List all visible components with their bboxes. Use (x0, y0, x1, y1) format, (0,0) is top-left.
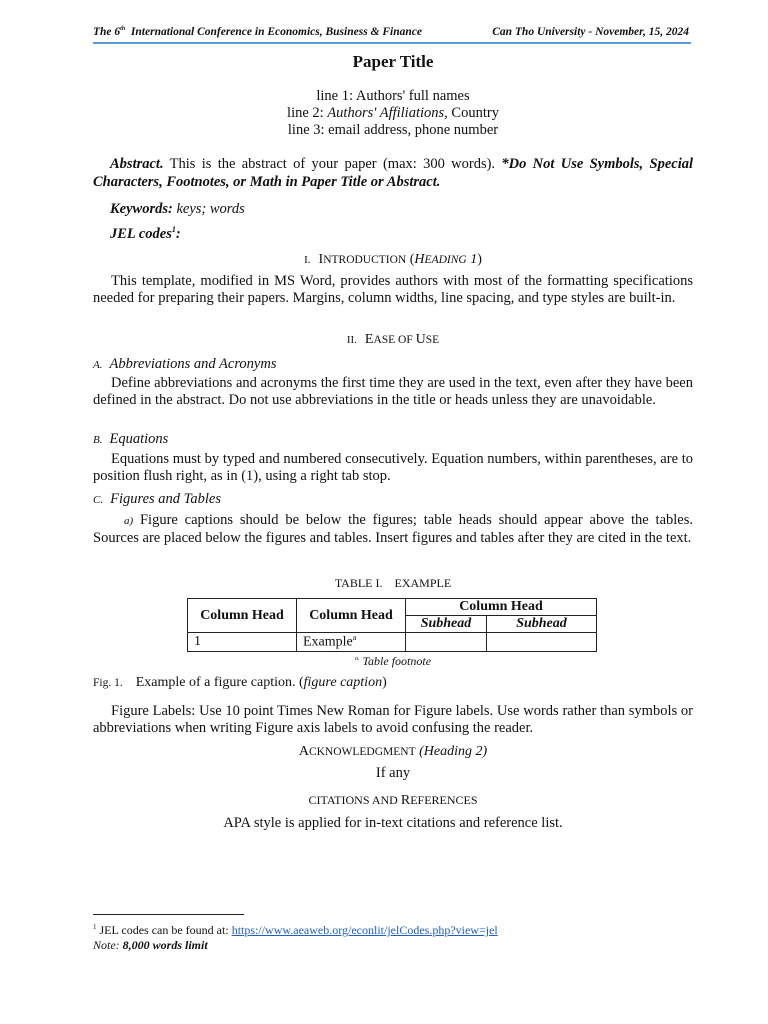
paper-title: Paper Title (352, 52, 434, 71)
acknowledgment-text: If any (375, 765, 411, 781)
subhead-1: Subhead (406, 616, 487, 633)
column-head-3: Column Head (406, 599, 597, 616)
jel-codes-link[interactable]: https://www.aeaweb.org/econlit/jelCodes.php?view=jel (231, 923, 498, 937)
conference-name: The 6th International Conference in Economics, Business & Finance (93, 26, 422, 38)
table-cell: 1 (188, 633, 297, 652)
footnotes (93, 920, 498, 953)
example-table (187, 598, 597, 652)
equations-paragraph: Equations must by typed and numbered consecutively. Equation numbers, within parentheses, are to position flush right, as in (1), using a right tab stop. (93, 451, 693, 484)
author-line-2: line 2: Authors' Affiliations, Country (287, 105, 499, 121)
table-cell: Example$^a$ (297, 633, 406, 652)
jel-codes: JEL codes$^1$: (110, 225, 181, 242)
intro-paragraph: This template, modified in MS Word, provides authors with most of the formatting specifications needed for preparing their papers. Margins, column widths, line spacing, and type styles are built-in. (93, 273, 693, 306)
table-cell (406, 633, 487, 652)
keywords: Keywords: keys; words (110, 201, 245, 217)
subheading-abbreviations: A. Abbreviations and Acronyms (93, 356, 277, 372)
column-head-2: Column Head (297, 599, 406, 633)
abbreviations-paragraph: Define abbreviations and acronyms the first time they are used in the text, even after they have been defined in the abstract. Do not use abbreviations in the title or heads unless they are unavoidable. (93, 375, 693, 408)
heading-introduction: I. INTRODUCTION (HEADING 1) (304, 252, 482, 267)
header-rule (93, 42, 691, 44)
figures-paragraph: a) Figure captions should be below the figures; table heads should appear above the tables. Sources are placed below the figures and tables. Insert figures and tables after they are cited in the text. (93, 512, 693, 546)
references-text: APA style is applied for in-text citations and reference list. (223, 815, 563, 831)
author-line-1: line 1: Authors' full names (316, 88, 470, 104)
table-cell (487, 633, 597, 652)
figure-caption: Fig. 1. Example of a figure caption. (figure caption) (93, 675, 387, 690)
figure-labels-paragraph: Figure Labels: Use 10 point Times New Roman for Figure labels. Use words rather than symbols or abbreviations when writing Figure axis labels to avoid confusing the reader. (93, 703, 693, 736)
footnote-1: $^1$ JEL codes can be found at: https://www.aeaweb.org/econlit/jelCodes.php?view=jel (93, 923, 498, 937)
author-line-3: line 3: email address, phone number (287, 122, 499, 138)
table-footnote: $^{a.}$ Table footnote (354, 654, 432, 668)
column-head-1: Column Head (188, 599, 297, 633)
subheading-equations: B. Equations (93, 431, 169, 447)
heading-references: CITATIONS AND REFERENCES (308, 793, 478, 808)
sub-item-label: a) (124, 515, 134, 527)
author-block (93, 88, 693, 139)
table-row (188, 633, 597, 652)
footnote-rule (93, 914, 244, 915)
abstract: Abstract. This is the abstract of your paper (max: 300 words). *Do Not Use Symbols, Special Characters, Footnotes, or Math in Paper Title or Abstract. (93, 156, 693, 190)
table-caption: TABLE I. EXAMPLE (334, 576, 452, 590)
heading-ease-of-use: II. EASE OF USE (346, 332, 440, 347)
heading-acknowledgment: ACKNOWLEDGMENT (Heading 2) (298, 744, 488, 759)
venue-date: Can Tho University - November, 15, 2024 (492, 26, 689, 38)
word-limit-note: Note: 8,000 words limit (93, 938, 208, 952)
subhead-2: Subhead (487, 616, 597, 633)
subheading-figures-tables: C. Figures and Tables (93, 491, 222, 507)
